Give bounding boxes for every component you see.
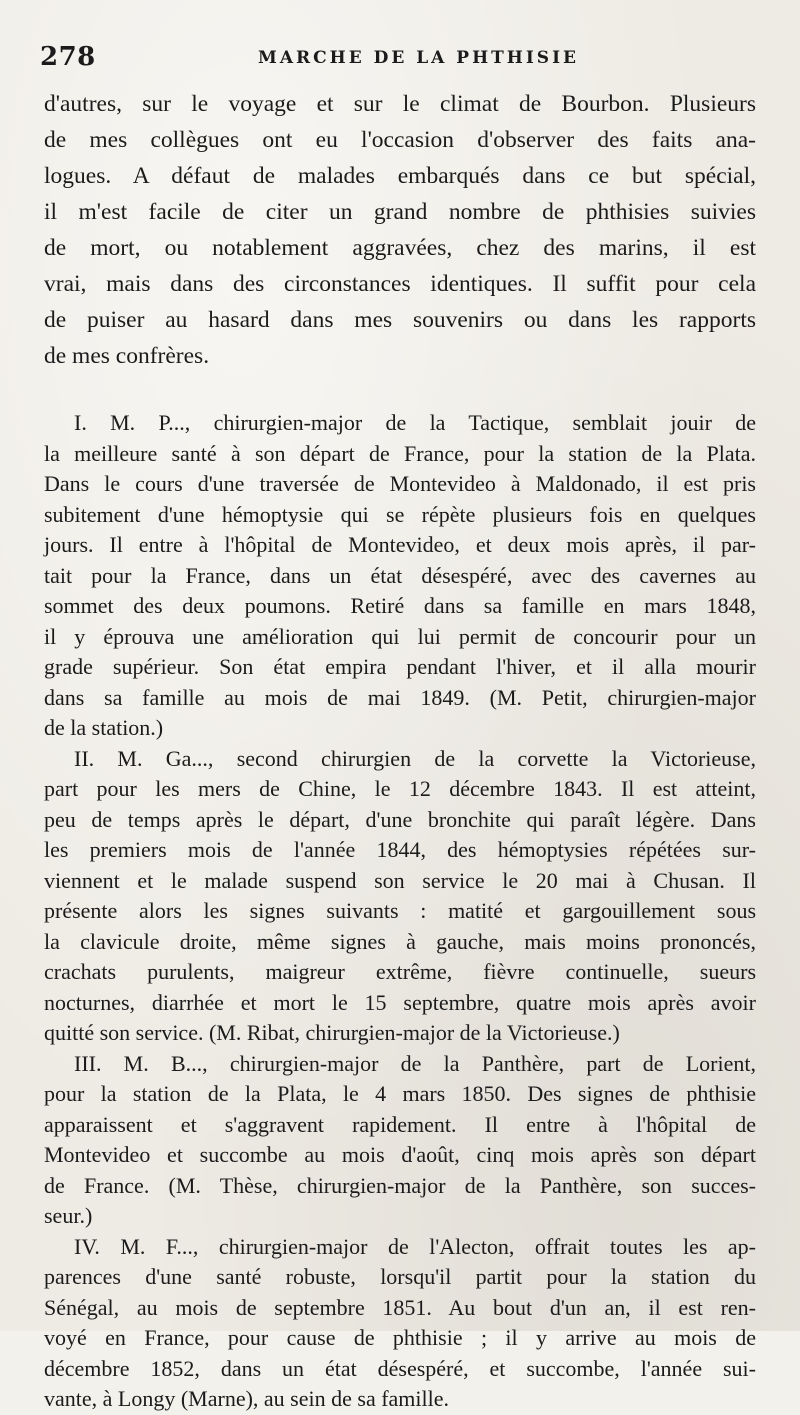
case-3 (44, 1049, 756, 1232)
text-line: subitement d'une hémoptysie qui se répète plusieurs fois en quelques (44, 501, 756, 527)
text-line: viennent et le malade suspend son service le 20 mai à Chusan. Il (44, 867, 756, 893)
text-line: de puiser au hasard dans mes souvenirs ou dans les rapports (44, 307, 756, 333)
text-line: III. M. B..., chirurgien-major de la Panthère, part de Lorient, (74, 1050, 756, 1076)
page-header (40, 42, 780, 74)
text-line: vante, à Longy (Marne), au sein de sa famille. (44, 1386, 450, 1411)
paragraph-gap (44, 374, 756, 408)
page-number: 278 (40, 42, 96, 72)
text-line: voyé en France, pour cause de phthisie ; il y arrive au mois de (44, 1325, 756, 1350)
text-line: décembre 1852, dans un état désespéré, et succombe, l'année sui- (44, 1355, 756, 1381)
text-line: de mort, ou notablement aggravées, chez des marins, il est (44, 235, 756, 261)
text-line: peu de temps après le départ, d'une bronchite qui paraît légère. Dans (44, 806, 756, 832)
text-line: parences d'une santé robuste, lorsqu'il partit pour la station du (44, 1264, 756, 1289)
text-line: II. M. Ga..., second chirurgien de la corvette la Victorieuse, (74, 745, 756, 771)
text-line: logues. A défaut de malades embarqués dans ce but spécial, (44, 163, 756, 189)
text-line: de mes confrères. (44, 343, 210, 369)
text-line: nocturnes, diarrhée et mort le 15 septembre, quatre mois après avoir (44, 989, 756, 1015)
case-4 (44, 1232, 756, 1415)
text-line: quitté son service. (M. Ribat, chirurgien-major de la Victorieuse.) (44, 1020, 620, 1045)
text-line: de mes collègues ont eu l'occasion d'observer des faits ana- (44, 127, 756, 153)
text-line: Sénégal, au mois de septembre 1851. Au bout d'un an, il est ren- (44, 1294, 756, 1320)
text-line: I. M. P..., chirurgien-major de la Tactique, semblait jouir de (74, 410, 756, 435)
text-line: part pour les mers de Chine, le 12 décembre 1843. Il est atteint, (44, 776, 756, 801)
text-line: grade supérieur. Son état empira pendant l'hiver, et il alla mourir (44, 654, 756, 679)
text-line: seur.) (44, 1203, 93, 1228)
text-line: présente alors les signes suivants : matité et gargouillement sous (44, 898, 756, 923)
text-line: jours. Il entre à l'hôpital de Montevideo, et deux mois après, il par- (44, 532, 756, 557)
text-line: la clavicule droite, même signes à gauche, mais moins prononcés, (44, 928, 756, 954)
case-1 (44, 408, 756, 744)
text-line: de la station.) (44, 715, 164, 740)
case-list (44, 408, 756, 1415)
text-line: IV. M. F..., chirurgien-major de l'Alecton, offrait toutes les ap- (74, 1233, 756, 1259)
text-line: sommet des deux poumons. Retiré dans sa famille en mars 1848, (44, 593, 756, 618)
text-line: dans sa famille au mois de mai 1849. (M. Petit, chirurgien-major (44, 684, 756, 710)
text-line: Dans le cours d'une traversée de Montevideo à Maldonado, il est pris (44, 471, 756, 496)
running-title: MARCHE DE LA PHTHISIE (258, 48, 579, 68)
text-line: il y éprouva une amélioration qui lui permit de concourir pour un (44, 623, 756, 649)
text-line: tait pour la France, dans un état désespéré, avec des cavernes au (44, 562, 756, 588)
intro-paragraph (44, 86, 756, 374)
text-line: vrai, mais dans des circonstances identiques. Il suffit pour cela (44, 271, 756, 297)
text-line: pour la station de la Plata, le 4 mars 1850. Des signes de phthisie (44, 1081, 756, 1106)
text-line: il m'est facile de citer un grand nombre de phthisies suivies (44, 199, 756, 225)
text-line: Montevideo et succombe au mois d'août, cinq mois après son départ (44, 1142, 756, 1167)
text-line: de France. (M. Thèse, chirurgien-major de la Panthère, son succes- (44, 1172, 756, 1198)
text-line: la meilleure santé à son départ de France, pour la station de la Plata. (44, 440, 756, 466)
body-text (44, 86, 756, 1415)
case-2 (44, 744, 756, 1049)
text-line: les premiers mois de l'année 1844, des hémoptysies répétées sur- (44, 837, 756, 862)
text-line: d'autres, sur le voyage et sur le climat de Bourbon. Plusieurs (44, 91, 756, 117)
text-line: crachats purulents, maigreur extrême, fièvre continuelle, sueurs (44, 959, 756, 984)
text-line: apparaissent et s'aggravent rapidement. Il entre à l'hôpital de (44, 1111, 756, 1137)
